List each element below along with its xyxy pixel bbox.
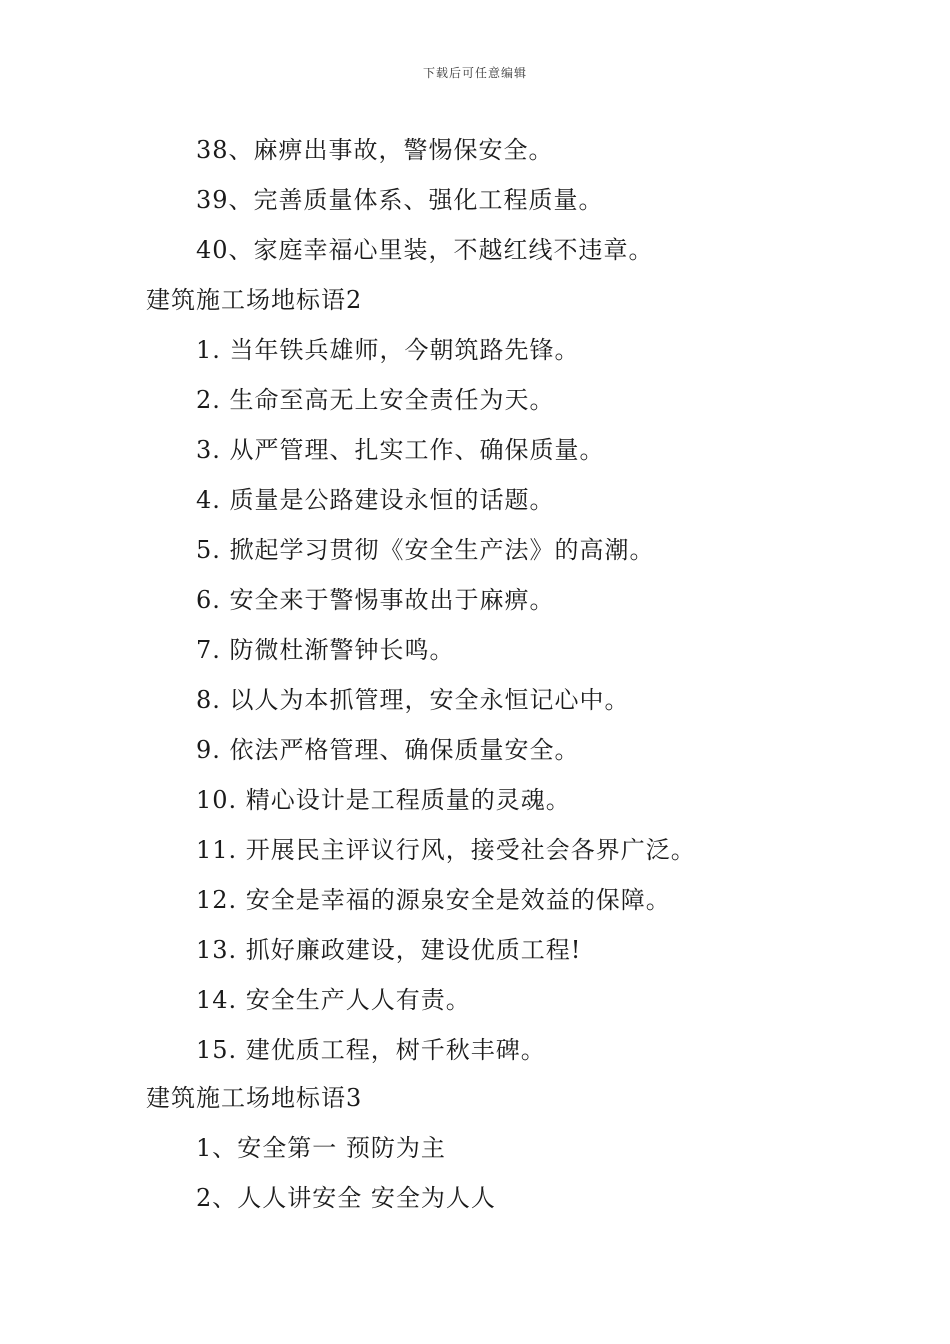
slogan-line: 2、人人讲安全 安全为人人 (196, 1184, 496, 1212)
slogan-line: 38、麻痹出事故，警惕保安全。 (196, 136, 554, 164)
slogan-line: 39、完善质量体系、强化工程质量。 (196, 186, 604, 214)
slogan-line: 3. 从严管理、扎实工作、确保质量。 (196, 436, 605, 464)
slogan-line: 12. 安全是幸福的源泉安全是效益的保障。 (196, 886, 671, 914)
slogan-line: 7. 防微杜渐警钟长鸣。 (196, 636, 455, 664)
section-heading: 建筑施工场地标语2 (146, 286, 363, 314)
slogan-line: 6. 安全来于警惕事故出于麻痹。 (196, 586, 555, 614)
section-heading: 建筑施工场地标语3 (146, 1084, 363, 1112)
slogan-line: 13. 抓好廉政建设，建设优质工程! (196, 936, 582, 964)
slogan-line: 14. 安全生产人人有责。 (196, 986, 471, 1014)
slogan-line: 1、安全第一 预防为主 (196, 1134, 446, 1162)
slogan-line: 8. 以人为本抓管理，安全永恒记心中。 (196, 686, 630, 714)
slogan-line: 40、家庭幸福心里装，不越红线不违章。 (196, 236, 654, 264)
slogan-line: 1. 当年铁兵雄师，今朝筑路先锋。 (196, 336, 580, 364)
page-header-note: 下载后可任意编辑 (422, 66, 527, 80)
slogan-line: 4. 质量是公路建设永恒的话题。 (196, 486, 555, 514)
slogan-line: 9. 依法严格管理、确保质量安全。 (196, 736, 580, 764)
slogan-line: 5. 掀起学习贯彻《安全生产法》的高潮。 (196, 536, 655, 564)
slogan-line: 11. 开展民主评议行风，接受社会各界广泛。 (196, 836, 696, 864)
slogan-line: 15. 建优质工程，树千秋丰碑。 (196, 1036, 546, 1064)
slogan-line: 2. 生命至高无上安全责任为天。 (196, 386, 555, 414)
slogan-line: 10. 精心设计是工程质量的灵魂。 (196, 786, 571, 814)
